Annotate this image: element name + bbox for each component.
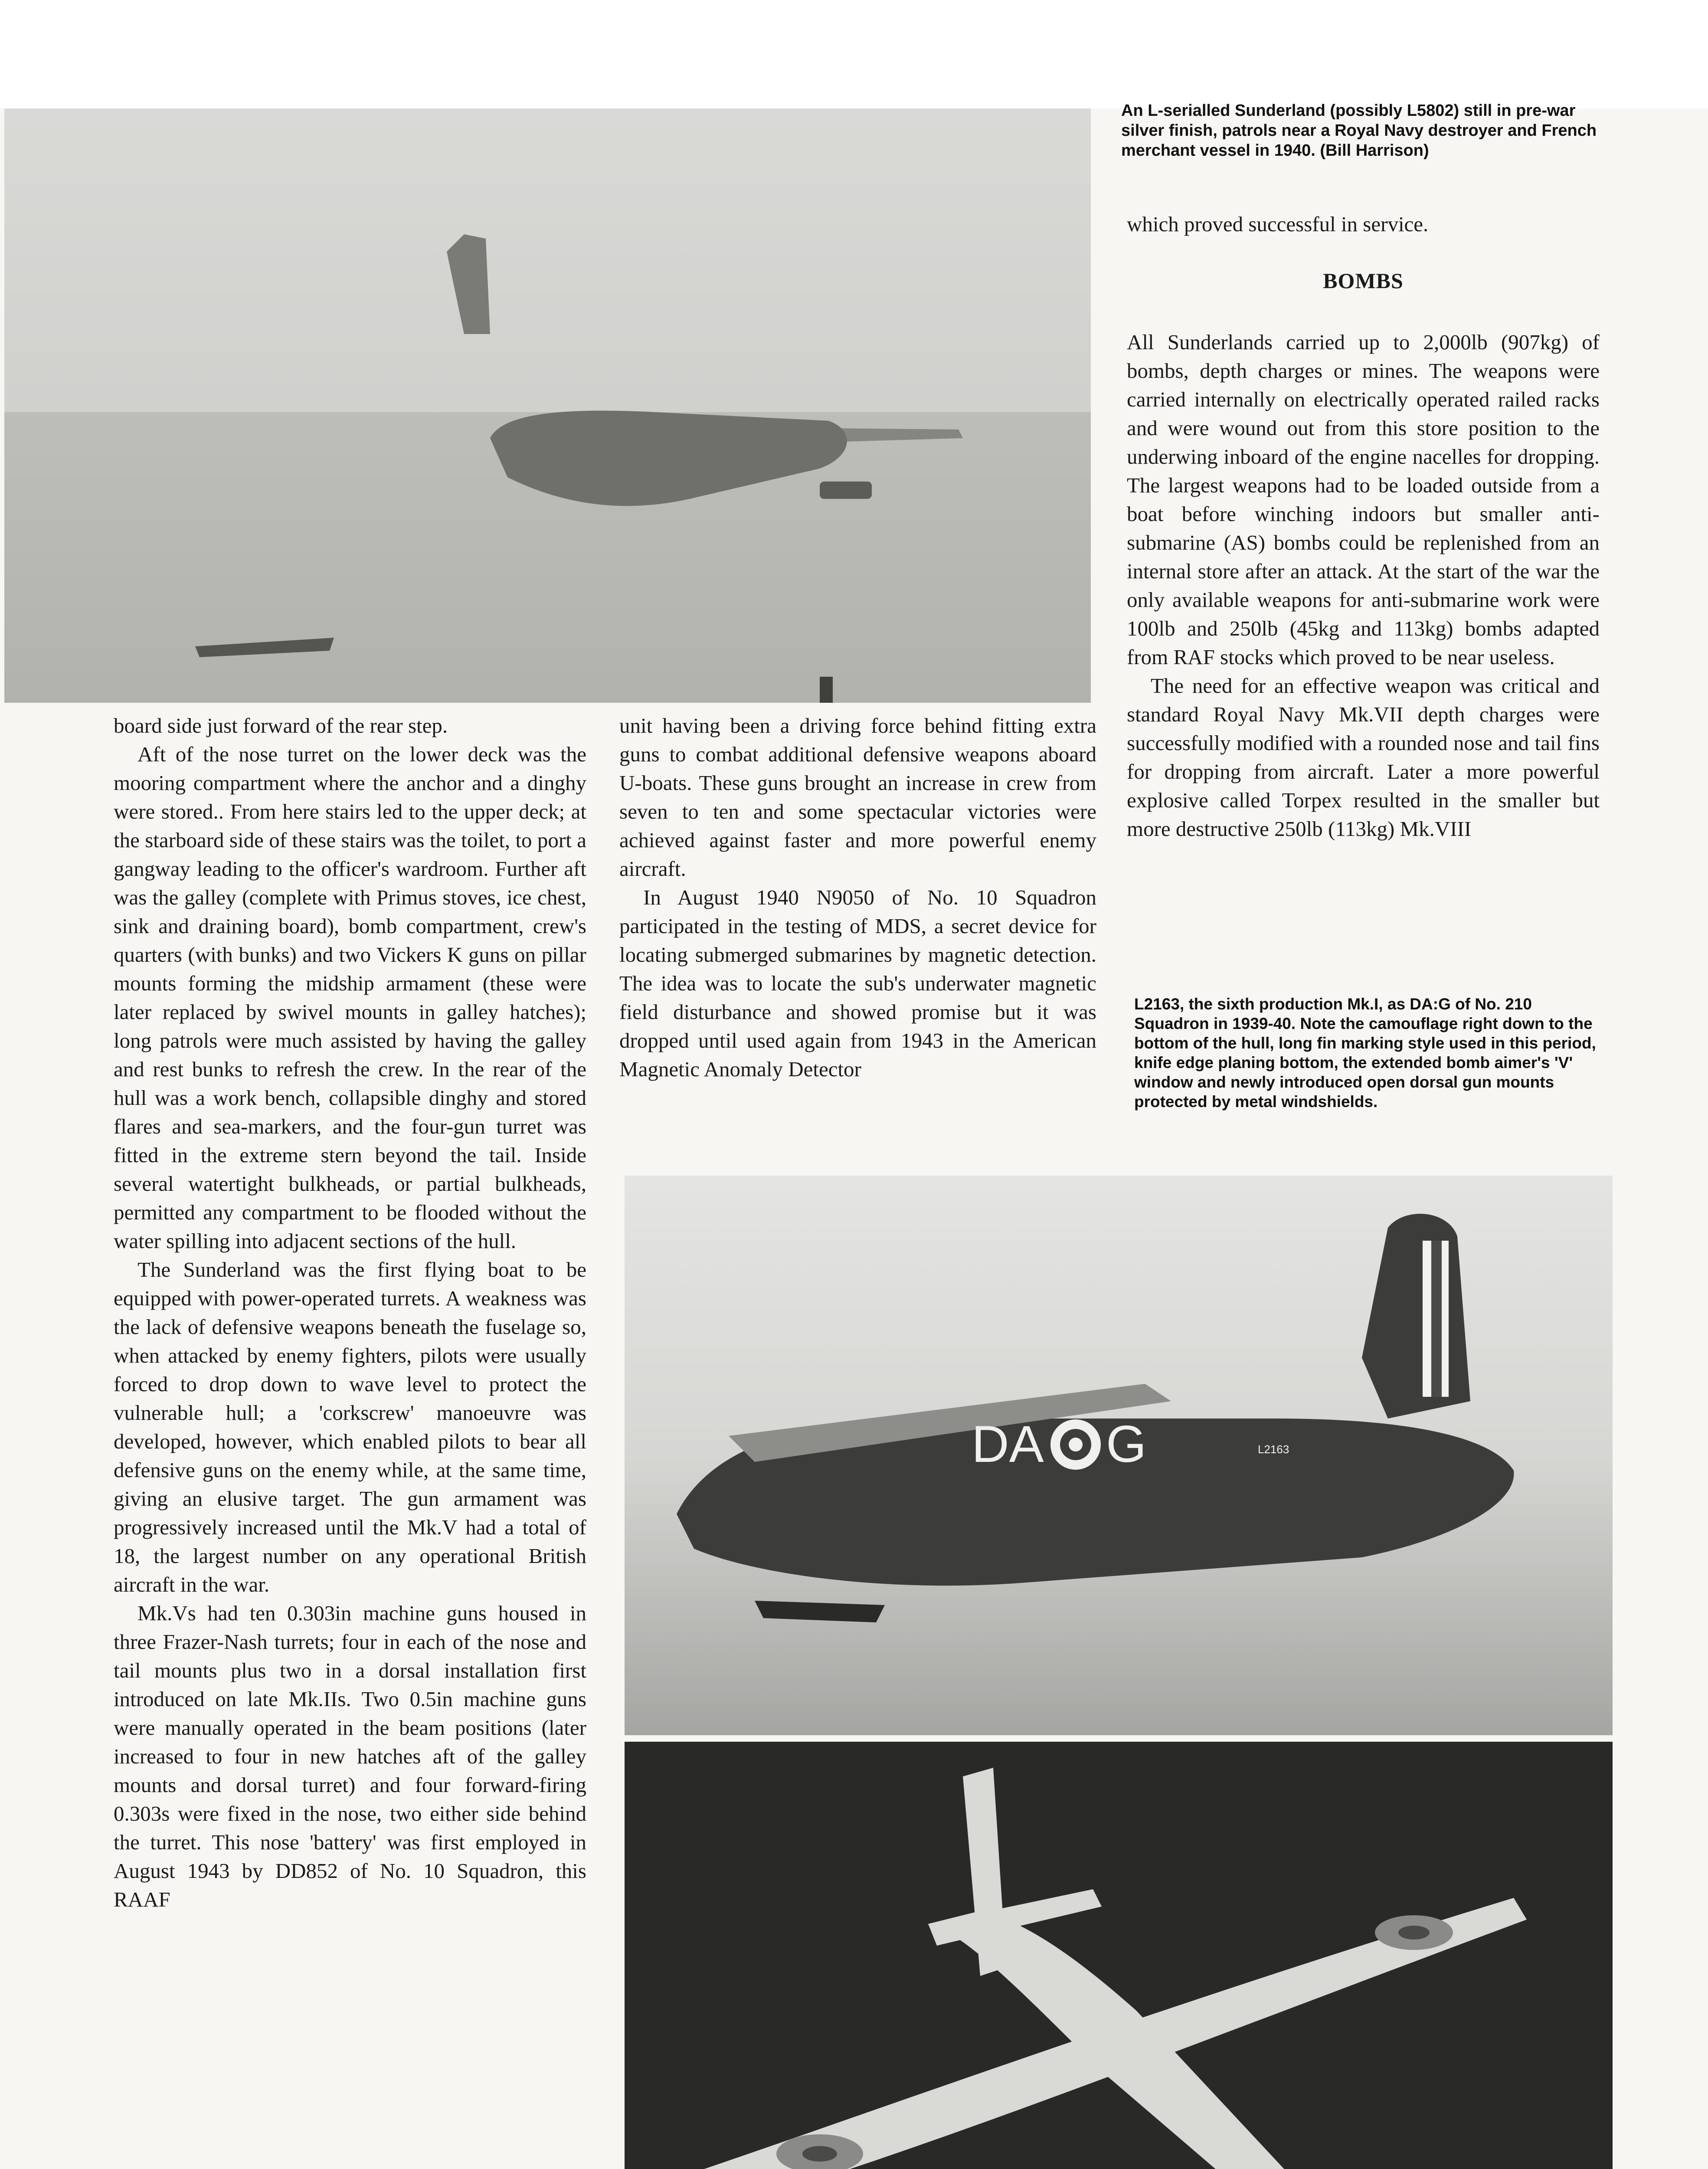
aircraft-serial: L2163 [1258,1443,1289,1456]
paragraph: Aft of the nose turret on the lower deck was the mooring compartment where the anchor and a dinghy were stored.. From here stairs led to the upper deck; at the starboard side of these stairs was the toilet, to port a gangway leading to the officer's wardroom. Further aft was the galley (complete with Primus stoves, ice chest, sink and draining board), bomb compartment, crew's quarters (with bunks) and two Vickers K guns on pillar mounts forming the midship armament (these were later replaced by swivel mounts in galley hatches); long patrols were much assisted by having the galley and rest bunks to refresh the crew. In the rear of the hull was a work bench, collapsible dinghy and stored flares and sea-markers, and the four-gun turret was fitted in the extreme stern beyond the tail. Inside several watertight bulkheads, or partial bulkheads, permitted any compartment to be flooded without the water spilling into adjacent sections of the hull. [114,742,586,1253]
col3-continuation [1127,210,1600,239]
paragraph: In August 1940 N9050 of No. 10 Squadron participated in the testing of MDS, a secret device for locating submerged submarines by magnetic detection. The idea was to locate the sub's underwater magnetic field disturbance and showed promise but it was dropped until used again from 1943 in the American Magnetic Anomaly Detector [619,885,1096,1081]
paragraph: All Sunderlands carried up to 2,000lb (907kg) of bombs, depth charges or mines. The weapons were carried internally on electrically operated railed racks and were wound out from this store position to the underwing inboard of the engine nacelles for dropping. The largest weapons had to be loaded outside from a boat before winching indoors but smaller anti-submarine (AS) bombs could be replenished from an internal store after an attack. At the start of the war the only available weapons for anti-submarine work were 100lb and 250lb (45kg and 113kg) bombs adapted from RAF stocks which proved to be near useless. [1127,330,1600,669]
squadron-code-right: G [1106,1415,1147,1473]
col3-bombs-text [1127,328,1600,843]
paragraph: board side just forward of the rear step. [114,714,448,737]
photo-sunderland-dag [625,1176,1613,1735]
paragraph: unit having been a driving force behind fitting extra guns to combat additional defensive weapons aboard U-boats. These guns brought an increase in crew from seven to ten and some spectacular victories were achieved against faster and more powerful enemy aircraft. [619,714,1096,881]
paragraph: which proved successful in service. [1127,212,1429,236]
caption-photo-2: L2163, the sixth production Mk.I, as DA:G of No. 210 Squadron in 1939-40. Note the camouflage right down to the bottom of the hull, long fin marking style used in this period, knife edge planing bottom, the extended bomb aimer's 'V' window and newly introduced open dorsal gun mounts protected by metal windshields. [1134,995,1596,1111]
photo-sunderland-mk1-overhead [625,1742,1613,2169]
col1-text [114,711,586,1914]
roundel-icon [1050,1419,1101,1470]
squadron-code-left: DA [972,1415,1044,1473]
section-heading-bombs: BOMBS [1323,269,1404,293]
paragraph: Mk.Vs had ten 0.303in machine guns housed in three Frazer-Nash turrets; four in each of the nose and tail mounts plus two in a dorsal installation first introduced on late Mk.IIs. Two 0.5in machine guns were manually operated in the beam positions (later increased to four in new hatches aft of the galley mounts and dorsal turret) and four forward-firing 0.303s were fixed in the nose, two either side behind the turret. This nose 'battery' was first employed in August 1943 by DD852 of No. 10 Squadron, this RAAF [114,1601,586,1911]
top-margin [0,0,1708,108]
caption-photo-1: An L-serialled Sunderland (possibly L5802) still in pre-war silver finish, patrols near a Royal Navy destroyer and French merchant vessel in 1940. (Bill Harrison) [1121,102,1597,160]
paragraph: The need for an effective weapon was critical and standard Royal Navy Mk.VII depth charges were successfully modified with a rounded nose and tail fins for dropping from aircraft. Later a more powerful explosive called Torpex resulted in the smaller but more destructive 250lb (113kg) Mk.VIII [1127,674,1600,841]
col2-text [619,711,1096,1084]
photo-sunderland-patrol [4,108,1091,703]
paragraph: The Sunderland was the first flying boat to be equipped with power-operated turrets. A weakness was the lack of defensive weapons beneath the fuselage so, when attacked by enemy fighters, pilots were usually forced to drop down to wave level to protect the vulnerable hull; a 'corkscrew' manoeuvre was developed, however, which enabled pilots to bear all defensive guns on the enemy while, at the same time, giving an elusive target. The gun armament was progressively increased until the Mk.V had a total of 18, the largest number on any operational British aircraft in the war. [114,1258,586,1596]
